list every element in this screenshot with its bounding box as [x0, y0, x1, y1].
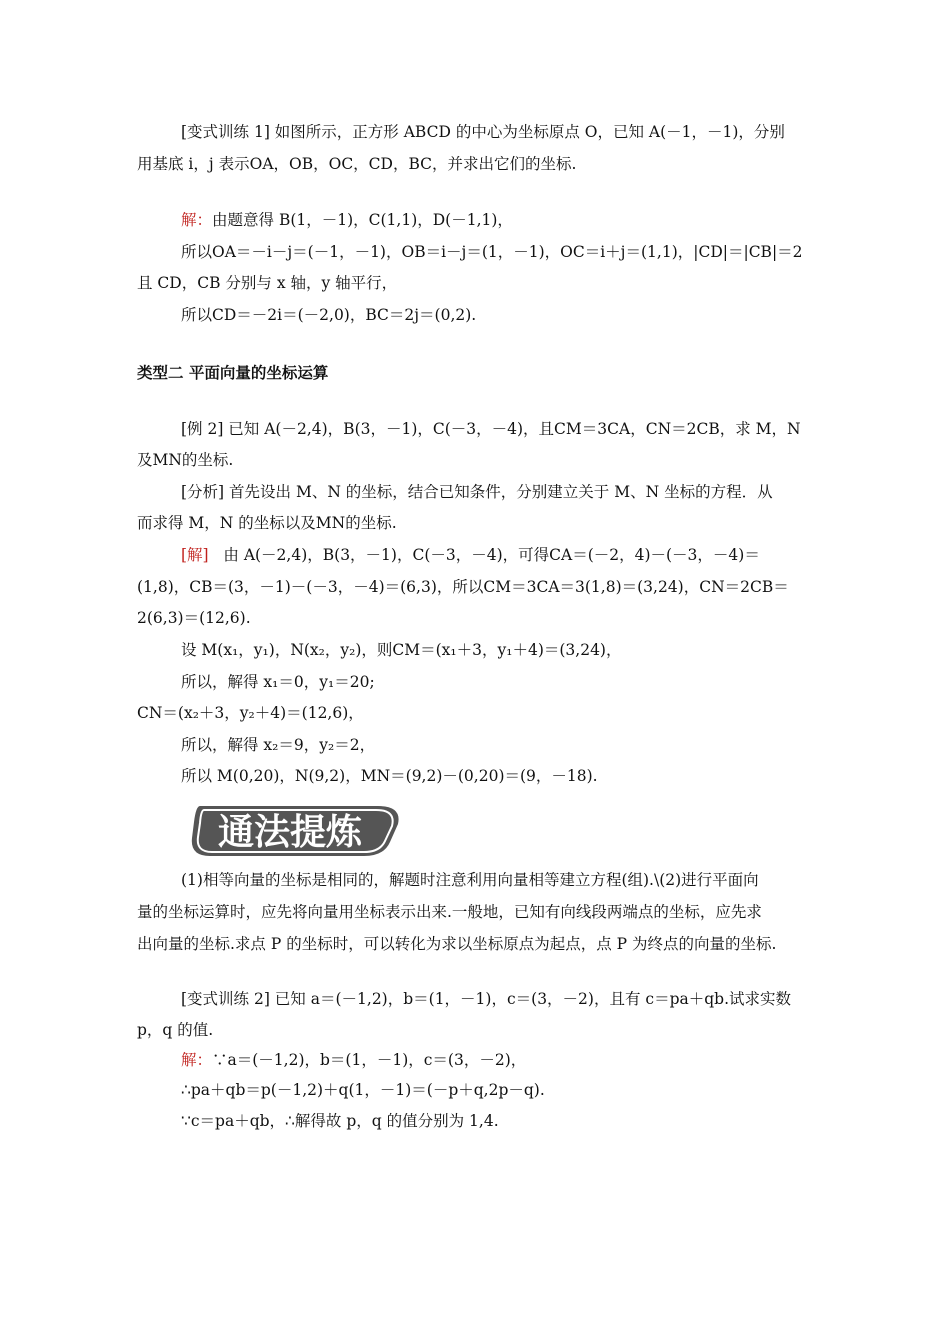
- solution3-label: 解：: [181, 1051, 213, 1069]
- method-line3: 出向量的坐标.求点 P 的坐标时，可以转化为求以坐标原点为起点，点 P 为终点的向量的坐标.: [137, 935, 777, 953]
- badge-text: 通法提炼: [217, 812, 363, 853]
- solution2-line6: CN＝(x₂＋3，y₂＋4)＝(12,6)，: [137, 704, 364, 722]
- solution2-line1: [181, 545, 760, 565]
- method-line2: 量的坐标运算时，应先将向量用坐标表示出来.一般地，已知有向线段两端点的坐标，应先求: [137, 903, 762, 921]
- section-heading: 类型二 平面向量的坐标运算: [137, 364, 329, 382]
- solution2-line2: (1,8)，CB＝(3，－1)－(－3，－4)＝(6,3)，所以CM＝3CA＝3(1,8)＝(3,24)，CN＝2CB＝: [137, 578, 789, 596]
- solution2-label: [解]: [181, 546, 209, 564]
- analysis-line1: [分析] 首先设出 M、N 的坐标，结合已知条件，分别建立关于 M、N 坐标的方程．从: [181, 483, 773, 501]
- solution3-line3: ∵c＝pa＋qb，∴解得故 p，q 的值分别为 1,4.: [181, 1112, 499, 1130]
- example2-line1: [例 2] 已知 A(－2,4)，B(3，－1)，C(－3，－4)，且CM＝3CA，CN＝2CB，求 M，N: [181, 420, 801, 438]
- solution2-text: 由 A(－2,4)，B(3，－1)，C(－3，－4)，可得CA＝(－2，4)－(－3，－4)＝: [223, 546, 760, 564]
- solution1-text: 由题意得 B(1，－1)，C(1,1)，D(－1,1)，: [212, 211, 513, 229]
- solution2-line7: 所以，解得 x₂＝9，y₂＝2，: [181, 736, 376, 754]
- analysis-line2: 而求得 M，N 的坐标以及MN的坐标.: [137, 514, 397, 532]
- solution1-line4: 所以CD＝－2i＝(－2,0)，BC＝2j＝(0,2).: [181, 306, 477, 324]
- solution2-line8: 所以 M(0,20)，N(9,2)，MN＝(9,2)－(0,20)＝(9，－18).: [181, 767, 598, 785]
- solution1-line1: [181, 210, 513, 230]
- example2-line2: 及MN的坐标.: [137, 451, 234, 469]
- solution3-text: ∵a＝(－1,2)，b＝(1，－1)，c＝(3，－2)，: [212, 1051, 527, 1069]
- solution1-line2: 所以OA＝－i－j＝(－1，－1)，OB＝i－j＝(1，－1)，OC＝i＋j＝(1,1)，|CD|＝|CB|＝2: [181, 243, 803, 261]
- variant2-line2: p，q 的值.: [137, 1021, 214, 1039]
- solution3-line2: ∴pa＋qb＝p(－1,2)＋q(1，－1)＝(－p＋q,2p－q).: [181, 1081, 545, 1099]
- solution-label: 解：: [181, 211, 213, 229]
- variant1-line2: 用基底 i，j 表示OA，OB，OC，CD，BC，并求出它们的坐标.: [137, 155, 577, 173]
- variant1-line1: [变式训练 1] 如图所示，正方形 ABCD 的中心为坐标原点 O，已知 A(－1，－1)，分别: [181, 123, 785, 141]
- solution2-line4: 设 M(x₁，y₁)，N(x₂，y₂)，则CM＝(x₁＋3，y₁＋4)＝(3,24)，: [181, 641, 622, 659]
- solution2-line3: 2(6,3)＝(12,6).: [137, 609, 251, 627]
- method-line1: (1)相等向量的坐标是相同的，解题时注意利用向量相等建立方程(组).\(2)进行平面向: [181, 871, 759, 889]
- solution3-line1: [181, 1050, 526, 1070]
- method-summary-badge: [186, 802, 406, 860]
- solution2-line5: 所以，解得 x₁＝0，y₁＝20;: [181, 673, 375, 691]
- solution1-line3: 且 CD，CB 分别与 x 轴，y 轴平行，: [137, 274, 398, 292]
- variant2-line1: [变式训练 2] 已知 a＝(－1,2)，b＝(1，－1)，c＝(3，－2)，且有 c＝pa＋qb.试求实数: [181, 990, 792, 1008]
